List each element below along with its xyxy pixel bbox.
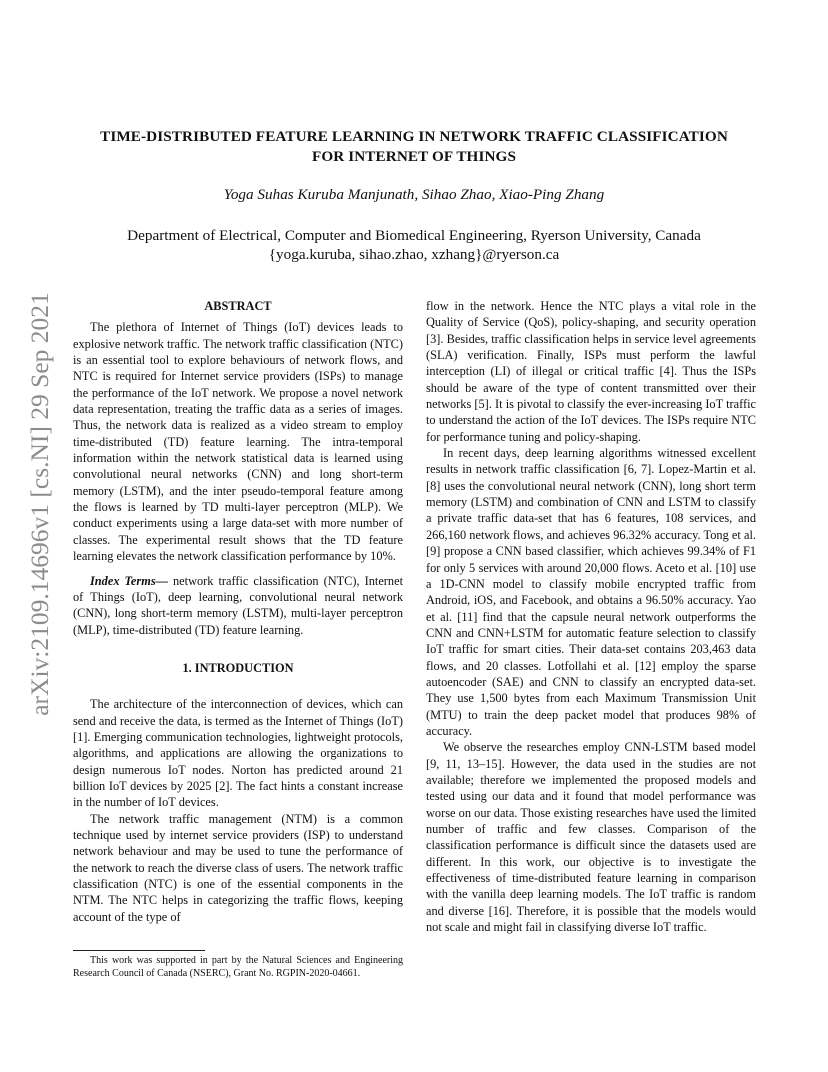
index-terms-label: Index Terms— bbox=[90, 573, 168, 588]
intro-paragraph-2: The network traffic management (NTM) is a common technique used by internet service providers (ISP) to understand network behaviour and may be used to tune the performance of the network to reach the diverse class of users. The network traffic classification (NTC) is one of the essential components in the NTM. The NTC helps in categorizing the traffic flows, keeping account of the type of bbox=[73, 811, 403, 924]
right-column bbox=[426, 298, 756, 935]
index-terms bbox=[73, 573, 403, 638]
arxiv-stamp-text: arXiv:2109.14696v1 [cs.NI] 29 Sep 2021 bbox=[25, 292, 54, 716]
affiliation-block bbox=[60, 226, 768, 264]
abstract-text: The plethora of Internet of Things (IoT) devices leads to explosive network traffic. The network traffic classification (NTC) is an essential tool to explore behaviours of network flows, and NTC is required for Internet service providers (ISPs) to manage the performance of the IoT network. We propose a novel network data representation, treating the traffic data as a series of images. Thus, the network data is realized as a video stream to employ time-distributed (TD) feature learning. The intra-temporal information within the network statistical data is learned using convolutional neural networks (CNN) and long short-term memory (LSTM), and the inter pseudo-temporal feature among the flows is learned by TD multi-layer perceptron (MLP). We conduct experiments using a large data-set with more number of classes. The experimental result shows that the TD feature learning elevates the network classification performance by 10%. bbox=[73, 320, 403, 564]
footnote-rule bbox=[73, 950, 205, 951]
affiliation: Department of Electrical, Computer and Biomedical Engineering, Ryerson University, Canada bbox=[127, 227, 701, 244]
paper-title-line-2: FOR INTERNET OF THINGS bbox=[311, 148, 517, 165]
introduction-heading: 1. INTRODUCTION bbox=[182, 660, 294, 675]
intro-paragraph-3: flow in the network. Hence the NTC plays a vital role in the Quality of Service (QoS), policy-shaping, and security operation [3]. Besides, traffic classification helps in service level agreements (SLA) verification. Finally, ISPs must perform the lawful interception (LI) of illegal or critical traffic [4]. Thus the ISPs should be aware of the type of content transmitted over their networks [5]. It is pivotal to classify the ever-increasing IoT traffic to understand the action of the IoT devices. The ISPs require NTC for performance tuning and policy-shaping. bbox=[426, 299, 756, 444]
intro-paragraph-1: The architecture of the interconnection of devices, which can send and receive the data, is termed as the Internet of Things (IoT) [1]. Emerging communication technologies, lightweight protocols, algorithms, and applications are allowing the organizations to design numerous IoT nodes. Norton has predicted around 21 billion IoT devices by 2025 [2]. The fact hints a constant increase in the number of IoT devices. bbox=[73, 697, 403, 810]
arxiv-stamp bbox=[22, 292, 58, 716]
paper-title bbox=[60, 127, 768, 167]
footnote-text: This work was supported in part by the Natural Sciences and Engineering Research Council of Canada (NSERC), Grant No. RGPIN-2020-04661. bbox=[73, 955, 403, 979]
left-column bbox=[73, 298, 403, 925]
abstract-heading: ABSTRACT bbox=[204, 299, 272, 313]
author-emails: {yoga.kuruba, sihao.zhao, xzhang}@ryerson.ca bbox=[268, 246, 560, 263]
footnote bbox=[73, 955, 403, 980]
intro-paragraph-5: We observe the researches employ CNN-LSTM based model [9, 11, 13–15]. However, the data used in the studies are not available; therefore we implemented the proposed models and tested using our data and it found that model performance was worse on our data. Those existing researches have used the limited number of traffic and few classes. Comparison of the classification performance is difficult since the datasets used are different. In this work, our objective is to investigate the effectiveness of time-distributed feature learning in comparison with the vanilla deep learning models. The IoT traffic is random and diverse [16]. Therefore, it is possible that the models would not scale and might fail in classifying diverse IoT traffic. bbox=[426, 740, 756, 935]
author-list: Yoga Suhas Kuruba Manjunath, Sihao Zhao, Xiao-Ping Zhang bbox=[223, 186, 605, 203]
index-terms-text: network traffic classification (NTC), Internet of Things (IoT), deep learning, convolutional neural network (CNN), long short-term memory (LSTM), multi-layer perceptron (MLP), time-distributed (TD) feature learning. bbox=[73, 573, 403, 637]
intro-paragraph-4: In recent days, deep learning algorithms witnessed excellent results in network traffic classification [6, 7]. Lopez-Martin et al. [8] uses the convolutional neural network (CNN), long short term memory (LSTM) and combination of CNN and LSTM to classify a private traffic data-set that has 6 features, 108 services, and 266,160 network flows, and achieves 96.32% accuracy. Tong et al. [9] propose a CNN based classifier, which achieves 99.34% of F1 for only 5 services with around 20,000 flows. Aceto et al. [10] use a 1D-CNN model to classify mobile encrypted traffic from Android, iOS, and Facebook, and obtains a 96.50% accuracy. Yao et al. [11] find that the capsule neural network outperforms the CNN and CNN+LSTM for automatic feature selection to classify IoT traffic for smart cities. Their data-set contains 203,463 data flows, and 20 classes. Lotfollahi et al. [12] employ the sparse autoencoder (SAE) and CNN to classify an encrypted data-set. They use 1,500 bytes from each Maximum Transmission Unit (MTU) to train the deep packet model that produces 98% of accuracy. bbox=[426, 446, 756, 738]
paper-title-line-1: TIME-DISTRIBUTED FEATURE LEARNING IN NETWORK TRAFFIC CLASSIFICATION bbox=[100, 128, 728, 145]
